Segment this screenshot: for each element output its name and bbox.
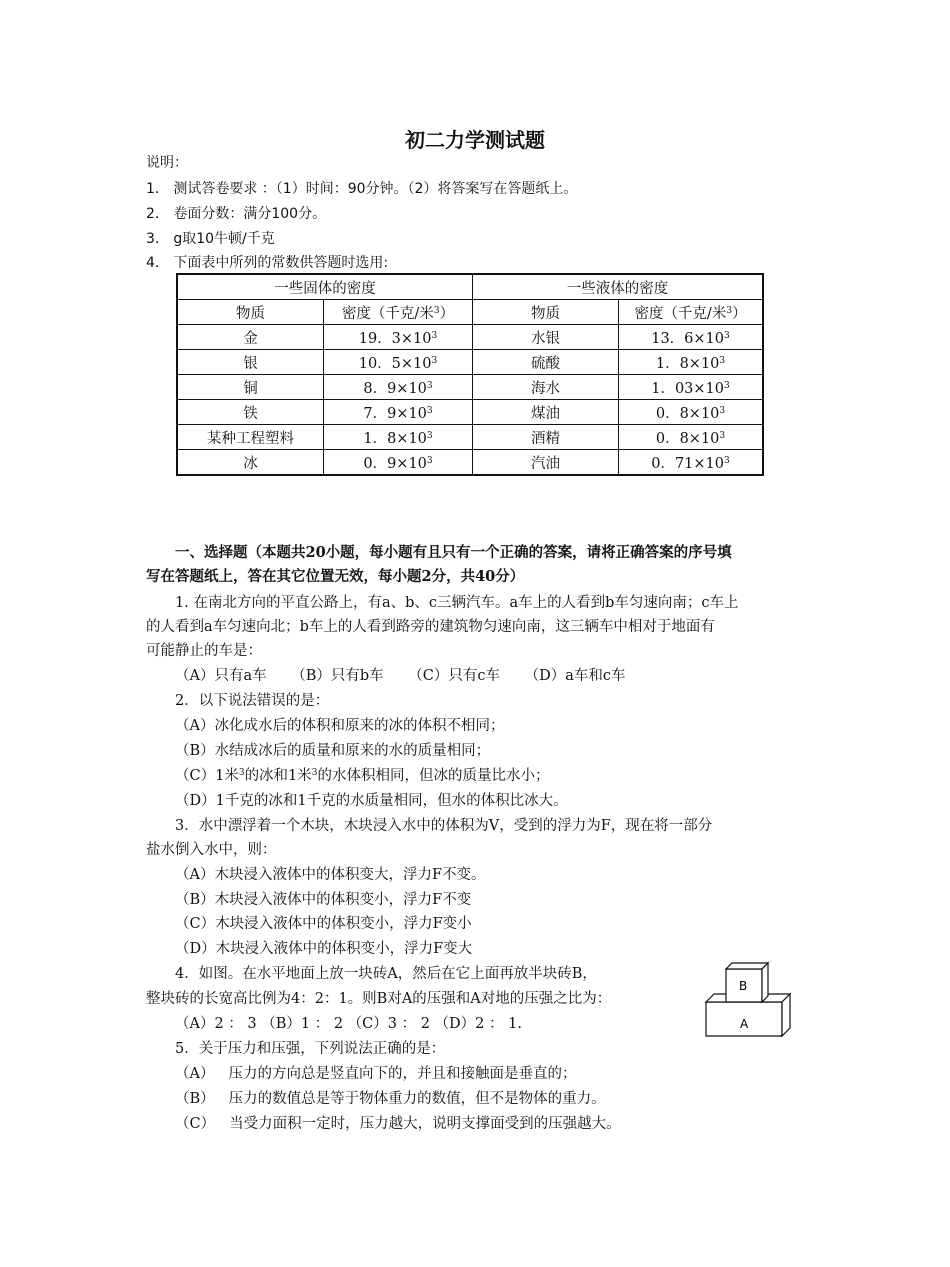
solid-substance: 冰 bbox=[177, 450, 324, 476]
solid-substance: 银 bbox=[177, 350, 324, 375]
solid-density-value: 19．$3\times 10^3$ bbox=[324, 325, 473, 350]
density-row bbox=[177, 450, 763, 476]
q5-stem: 5．关于压力和压强，下列说法正确的是： bbox=[175, 1041, 446, 1057]
section-heading-line1: 一、选择题（本题共20小题，每小题有且只有一个正确的答案，请将正确答案的序号填 bbox=[175, 544, 732, 561]
brick-b-label: B bbox=[739, 979, 748, 993]
liquid-density-value: 0．$8\times 10^3$ bbox=[619, 425, 764, 450]
q3-option-a: （A）木块浸入液体中的体积变大，浮力F不变。 bbox=[175, 867, 486, 883]
q1-line: 可能静止的车是： bbox=[146, 643, 262, 659]
solid-density-value: 1．$8\times 10^3$ bbox=[324, 425, 473, 450]
note-item: 1． 测试答卷要求 ：（1）时间：90分钟。（2）将答案写在答题纸上。 bbox=[146, 181, 578, 197]
q3-line: 盐水倒入水中，则： bbox=[146, 842, 277, 858]
q4-line: 4．如图。在水平地面上放一块砖A，然后在它上面再放半块砖B， bbox=[175, 966, 597, 982]
liquid-density-value: 0．$71\times 10^3$ bbox=[619, 450, 764, 476]
solid-density-value: 8．$9\times 10^3$ bbox=[324, 375, 473, 400]
q1-line: 的人看到a车匀速向北；b车上的人看到路旁的建筑物匀速向南，这三辆车中相对于地面有 bbox=[146, 619, 715, 635]
liquid-density-value: 0．$8\times 10^3$ bbox=[619, 400, 764, 425]
density-row bbox=[177, 425, 763, 450]
liquid-density-header: 一些液体的密度 bbox=[473, 274, 764, 300]
note-item: 4． 下面表中所列的常数供答题时选用: bbox=[146, 255, 389, 271]
note-item: 2． 卷面分数：满分100分。 bbox=[146, 206, 327, 222]
q1-option-d: （D）a车和c车 bbox=[524, 668, 626, 684]
liquid-substance: 汽油 bbox=[473, 450, 619, 476]
liquid-density-value: 13．$6\times 10^3$ bbox=[619, 325, 764, 350]
q3-line: 3．水中漂浮着一个木块，木块浸入水中的体积为V，受到的浮力为F，现在将一部分 bbox=[175, 818, 713, 834]
liquid-substance: 煤油 bbox=[473, 400, 619, 425]
solid-density-header: 一些固体的密度 bbox=[177, 274, 473, 300]
liquid-substance: 酒精 bbox=[473, 425, 619, 450]
brick-b-side bbox=[762, 963, 768, 1002]
solid-density-value: 7．$9\times 10^3$ bbox=[324, 400, 473, 425]
col-substance: 物质 bbox=[177, 300, 324, 325]
solid-density-value: 0．$9\times 10^3$ bbox=[324, 450, 473, 476]
q1-option-c: （C）只有c车 bbox=[408, 668, 500, 684]
liquid-density-value: 1．$03\times 10^3$ bbox=[619, 375, 764, 400]
liquid-substance: 海水 bbox=[473, 375, 619, 400]
q2-option-a: （A）冰化成水后的体积和原来的冰的体积不相同； bbox=[175, 718, 505, 734]
density-row bbox=[177, 375, 763, 400]
density-row bbox=[177, 350, 763, 375]
density-table bbox=[176, 273, 764, 476]
col-density: 密度（千克/米$^3$） bbox=[324, 300, 473, 325]
solid-substance: 铜 bbox=[177, 375, 324, 400]
q2-option-c: （C）1米$^3$的冰和1米$^3$的水体积相同，但冰的质量比水小； bbox=[175, 768, 550, 784]
density-row bbox=[177, 400, 763, 425]
brick-a-side bbox=[782, 994, 790, 1036]
col-density: 密度（千克/米$^3$） bbox=[619, 300, 764, 325]
solid-density-value: 10．$5\times 10^3$ bbox=[324, 350, 473, 375]
notes-heading: 说明： bbox=[146, 155, 188, 171]
q2-stem: 2．以下说法错误的是： bbox=[175, 693, 330, 709]
solid-substance: 某种工程塑料 bbox=[177, 425, 324, 450]
q3-option-d: （D）木块浸入液体中的体积变小，浮力F变大 bbox=[175, 941, 473, 957]
brick-figure bbox=[700, 960, 800, 1042]
q1-option-b: （B）只有b车 bbox=[291, 668, 384, 684]
col-substance: 物质 bbox=[473, 300, 619, 325]
q2-option-d: （D）1千克的冰和1千克的水质量相同，但水的体积比冰大。 bbox=[175, 793, 568, 809]
q1-option-a: （A）只有a车 bbox=[175, 668, 267, 684]
q4-options: （A）2 ： 3 （B）1 ： 2 （C）3 ： 2 （D）2 ： 1. bbox=[175, 1016, 522, 1032]
page-title: 初二力学测试题 bbox=[405, 128, 545, 152]
q5-option-c: （C） 当受力面积一定时，压力越大，说明支撑面受到的压强越大。 bbox=[175, 1116, 621, 1132]
q1-options bbox=[175, 664, 626, 685]
solid-substance: 铁 bbox=[177, 400, 324, 425]
q3-option-c: （C）木块浸入液体中的体积变小，浮力F变小 bbox=[175, 916, 472, 932]
density-row bbox=[177, 325, 763, 350]
q1-line: 1. 在南北方向的平直公路上，有a、b、c三辆汽车。a车上的人看到b车匀速向南；c车上 bbox=[175, 595, 739, 611]
q3-option-b: （B）木块浸入液体中的体积变小，浮力F不变 bbox=[175, 892, 472, 908]
section-heading-line2: 写在答题纸上，答在其它位置无效，每小题2分，共40分） bbox=[146, 568, 525, 585]
q2-option-b: （B）水结成冰后的质量和原来的水的质量相同； bbox=[175, 743, 491, 759]
solid-substance: 金 bbox=[177, 325, 324, 350]
q5-option-a: （A） 压力的方向总是竖直向下的，并且和接触面是垂直的； bbox=[175, 1066, 577, 1082]
brick-b-top bbox=[726, 963, 768, 969]
q5-option-b: （B） 压力的数值总是等于物体重力的数值，但不是物体的重力。 bbox=[175, 1091, 606, 1107]
liquid-substance: 水银 bbox=[473, 325, 619, 350]
q4-line: 整块砖的长宽高比例为4：2：1。则B对A的压强和A对地的压强之比为： bbox=[146, 991, 612, 1007]
liquid-substance: 硫酸 bbox=[473, 350, 619, 375]
note-item: 3． g取10牛顿/千克 bbox=[146, 231, 275, 247]
liquid-density-value: 1．$8\times 10^3$ bbox=[619, 350, 764, 375]
brick-a-label: A bbox=[740, 1017, 749, 1031]
